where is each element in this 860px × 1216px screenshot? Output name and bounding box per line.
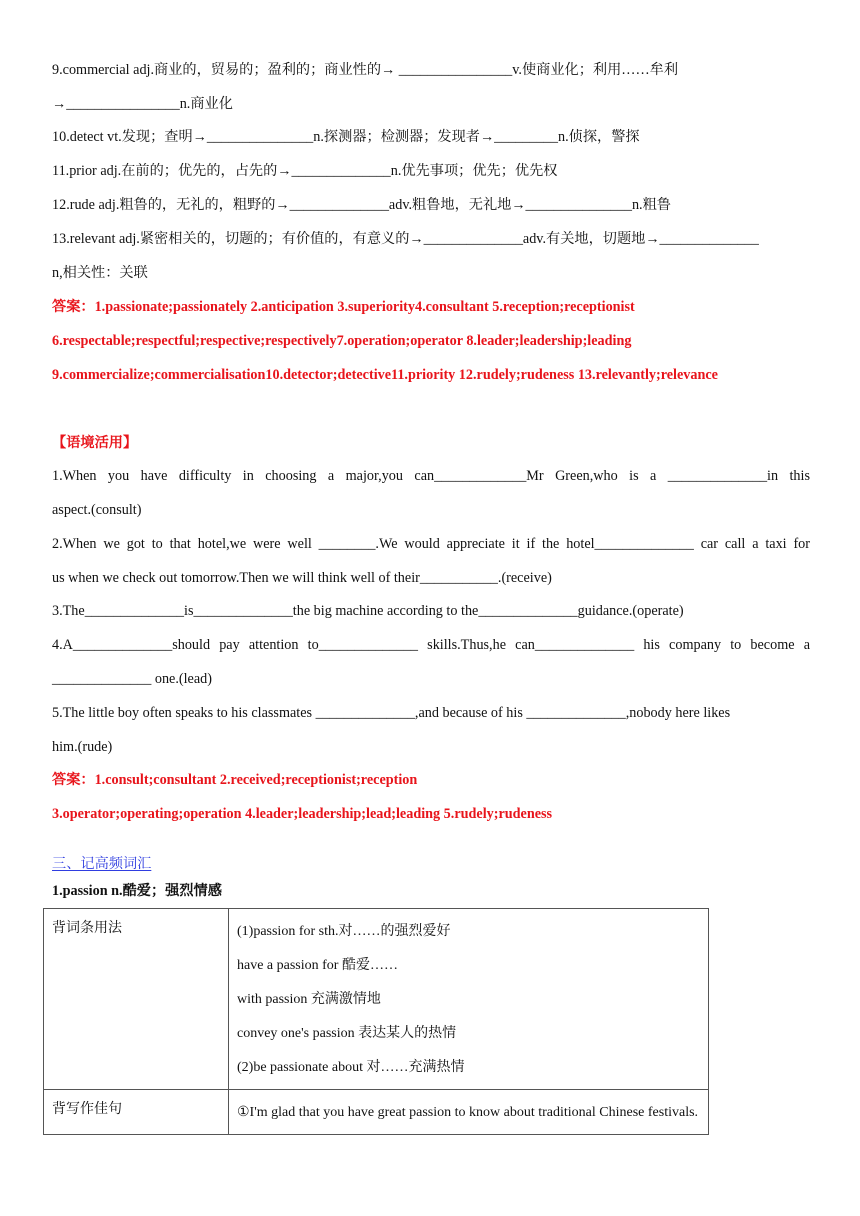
example-sentence: ①I'm glad that you have great passion to know about traditional Chinese festivals.	[237, 1105, 699, 1120]
table-label-writing: 背写作佳句	[44, 1090, 229, 1135]
usage-table	[43, 908, 709, 1135]
answer-line-2: 6.respectable;respectful;respective;respectively7.operation;operator 8.leader;leadership;leading	[52, 333, 632, 349]
answer-line-1: 答案：1.passionate;passionately 2.anticipation 3.superiority4.consultant 5.reception;receptionist	[52, 299, 635, 315]
answer-line-3: 9.commercialize;commercialisation10.detector;detective11.priority 12.rudely;rudeness 13.relevantly;relevance	[52, 367, 718, 383]
word-heading-passion: 1.passion n.酷爱；强烈情感	[52, 883, 222, 899]
table-writing-content	[229, 1090, 709, 1135]
vocab-line-10: 10.detect vt.发现；查明→_______________n.探测器；检测器；发现者→_________n.侦探，警探	[52, 129, 640, 145]
context-line-2-cont: us when we check out tomorrow.Then we will think well of their___________.(receive)	[52, 570, 552, 586]
table-row	[44, 909, 709, 1090]
vocab-line-11: 11.prior adj.在前的；优先的，占先的→______________n.优先事项；优先；优先权	[52, 163, 558, 179]
answer2-line-1: 答案：1.consult;consultant 2.received;receptionist;reception	[52, 772, 418, 788]
section-title: 【语境活用】	[52, 435, 138, 451]
context-line-4-cont: ______________ one.(lead)	[52, 671, 212, 687]
vocab-line-13: 13.relevant adj.紧密相关的，切题的；有价值的，有意义的→______________adv.有关地，切题地→______________	[52, 231, 759, 247]
vocab-line-12: 12.rude adj.粗鲁的，无礼的，粗野的→______________adv.粗鲁地，无礼地→_______________n.粗鲁	[52, 197, 671, 213]
table-label-usage: 背词条用法	[44, 909, 229, 1090]
context-line-4: 4.A______________should pay attention to______________ skills.Thus,he can______________ his company to become a	[52, 637, 810, 653]
section-heading-high-frequency: 三、记高频词汇	[52, 856, 152, 872]
context-line-5-cont: him.(rude)	[52, 739, 113, 755]
usage-line: convey one's passion 表达某人的热情	[237, 1026, 457, 1041]
context-line-5: 5.The little boy often speaks to his classmates ______________,and because of his ______________,nobody here likes	[52, 705, 731, 721]
usage-line: (2)be passionate about 对……充满热情	[237, 1060, 465, 1075]
usage-line: (1)passion for sth.对……的强烈爱好	[237, 924, 451, 939]
usage-line: with passion 充满激情地	[237, 992, 381, 1007]
context-line-1-cont: aspect.(consult)	[52, 502, 142, 518]
table-usage-content	[229, 909, 709, 1090]
vocab-line-9-cont: →________________n.商业化	[52, 96, 233, 112]
usage-line: have a passion for 酷爱……	[237, 958, 398, 973]
context-line-1: 1.When you have difficulty in choosing a major,you can_____________Mr Green,who is a ______________in this	[52, 468, 810, 484]
context-line-2: 2.When we got to that hotel,we were well ________.We would appreciate it if the hotel______________ car call a taxi for	[52, 536, 810, 552]
table-row	[44, 1090, 709, 1135]
context-line-3: 3.The______________is______________the big machine according to the______________guidance.(operate)	[52, 603, 684, 619]
answer2-line-2: 3.operator;operating;operation 4.leader;leadership;lead;leading 5.rudely;rudeness	[52, 806, 553, 822]
vocab-line-9: 9.commercial adj.商业的，贸易的；盈利的；商业性的→ ________________v.使商业化；利用……牟利	[52, 62, 679, 78]
vocab-line-13-cont: n,相关性：关联	[52, 265, 148, 281]
